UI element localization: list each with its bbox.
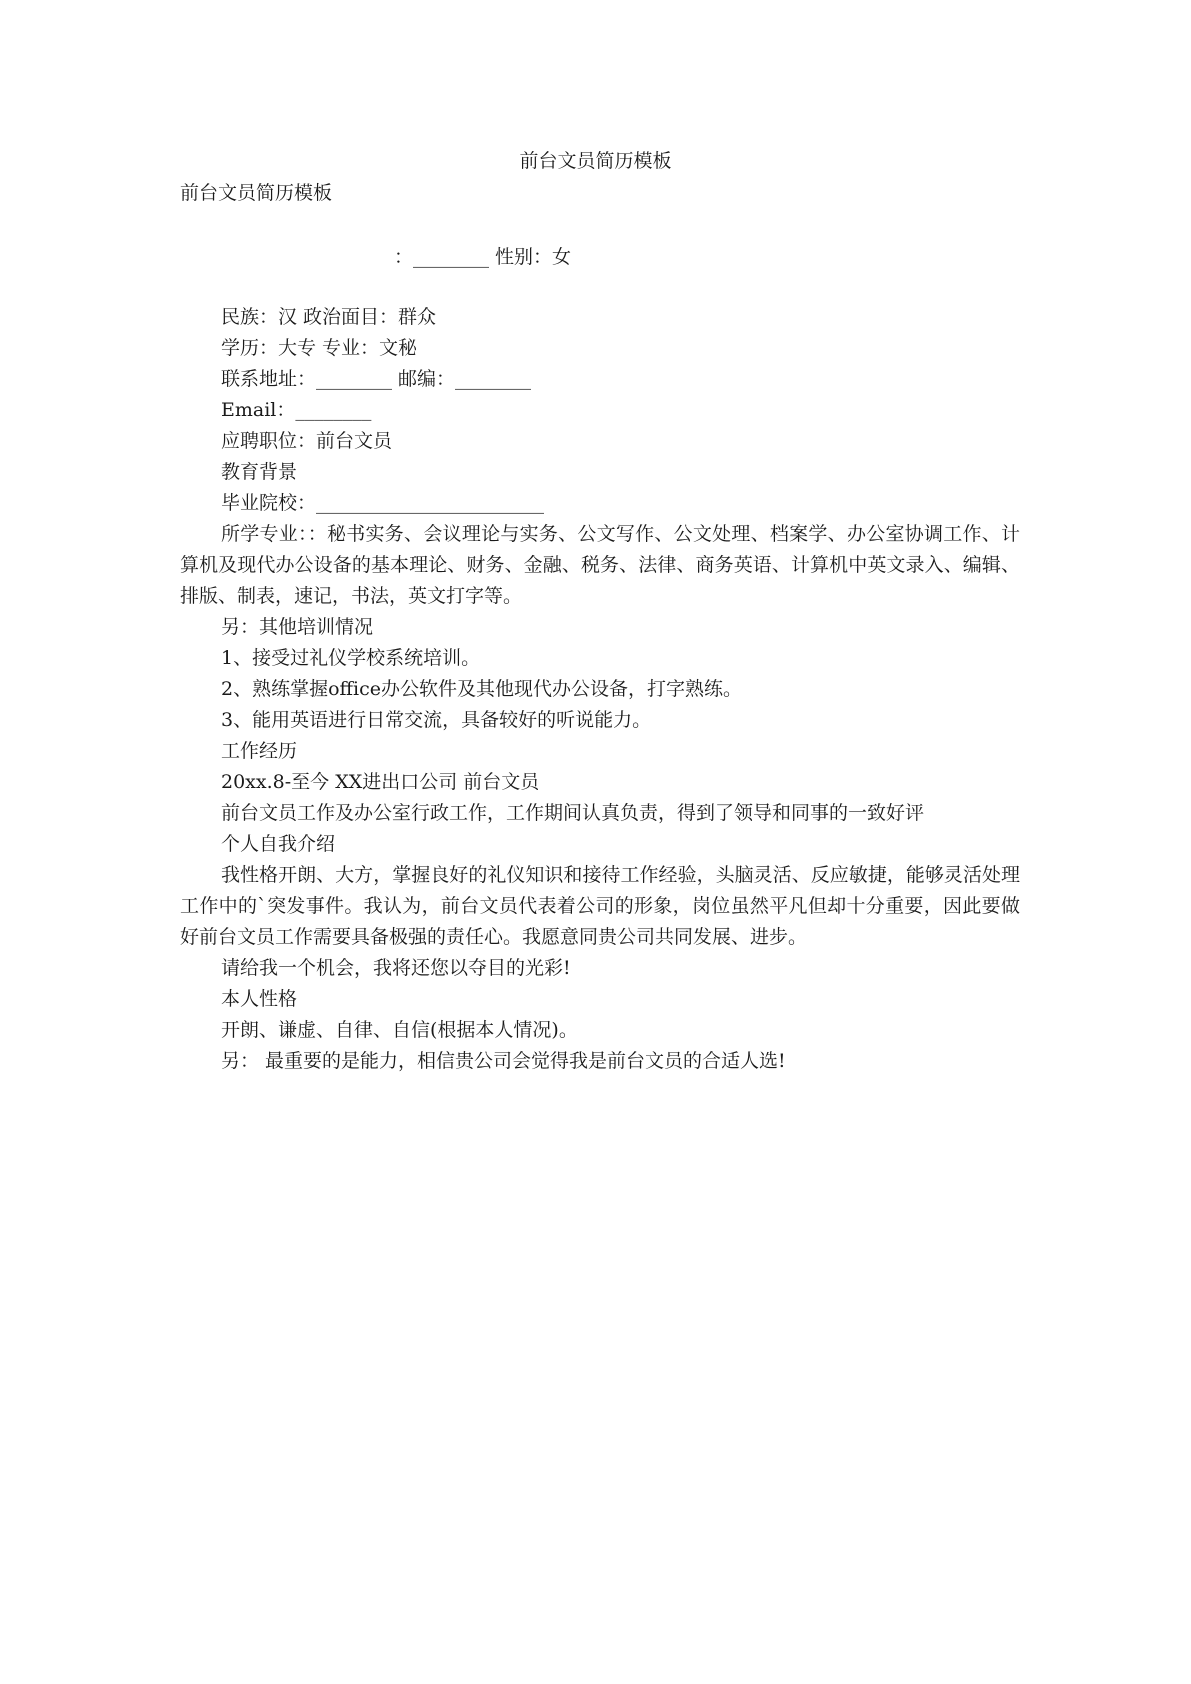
work-period-line: 20xx.8-至今 XX进出口公司 前台文员 (221, 771, 540, 793)
position-line: 应聘职位：前台文员 (221, 430, 393, 452)
self-intro-paragraph: 我性格开朗、大方，掌握良好的礼仪知识和接待工作经验，头脑灵活、反应敏捷，能够灵活处理工作中的`突发事件。我认为，前台文员代表着公司的形象，岗位虽然平凡但却十分重要，因此要做好前台文员工作需要具备极强的责任心。我愿意同贵公司共同发展、进步。 (180, 864, 1020, 948)
education-major-line: 学历：大专 专业：文秘 (221, 337, 418, 359)
request-line: 请给我一个机会，我将还您以夺目的光彩! (221, 957, 571, 979)
document-subtitle: 前台文员简历模板 (180, 182, 333, 204)
training-item-3: 3、能用英语进行日常交流，具备较好的听说能力。 (221, 709, 652, 731)
personality-heading: 本人性格 (221, 988, 298, 1010)
work-description: 前台文员工作及办公室行政工作，工作期间认真负责，得到了领导和同事的一致好评 (221, 802, 925, 824)
closing-line: 另： 最重要的是能力，相信贵公司会觉得我是前台文员的合适人选! (221, 1050, 786, 1072)
self-intro-heading: 个人自我介绍 (221, 833, 336, 855)
courses-paragraph: 所学专业：：秘书实务、会议理论与实务、公文写作、公文处理、档案学、办公室协调工作、计算机及现代办公设备的基本理论、财务、金融、税务、法律、商务英语、计算机中英文录入、编辑、排版、制表，速记，书法，英文打字等。 (180, 523, 1020, 607)
work-heading: 工作经历 (221, 740, 298, 762)
email-line: Email：________ (221, 399, 372, 421)
name-gender-line: ：________ 性别：女 (394, 246, 572, 268)
personality-line: 开朗、谦虚、自律、自信(根据本人情况)。 (221, 1019, 578, 1041)
education-heading: 教育背景 (221, 461, 298, 483)
training-item-2: 2、熟练掌握office办公软件及其他现代办公设备，打字熟练。 (221, 678, 742, 700)
school-line: 毕业院校：________________________ (221, 492, 545, 514)
document-body (180, 302, 1020, 1077)
document-title: 前台文员简历模板 (519, 150, 672, 172)
address-postcode-line: 联系地址：________ 邮编：________ (221, 368, 532, 390)
ethnicity-politics-line: 民族：汉 政治面目：群众 (221, 306, 437, 328)
training-heading: 另：其他培训情况 (221, 616, 374, 638)
training-item-1: 1、接受过礼仪学校系统培训。 (221, 647, 481, 669)
